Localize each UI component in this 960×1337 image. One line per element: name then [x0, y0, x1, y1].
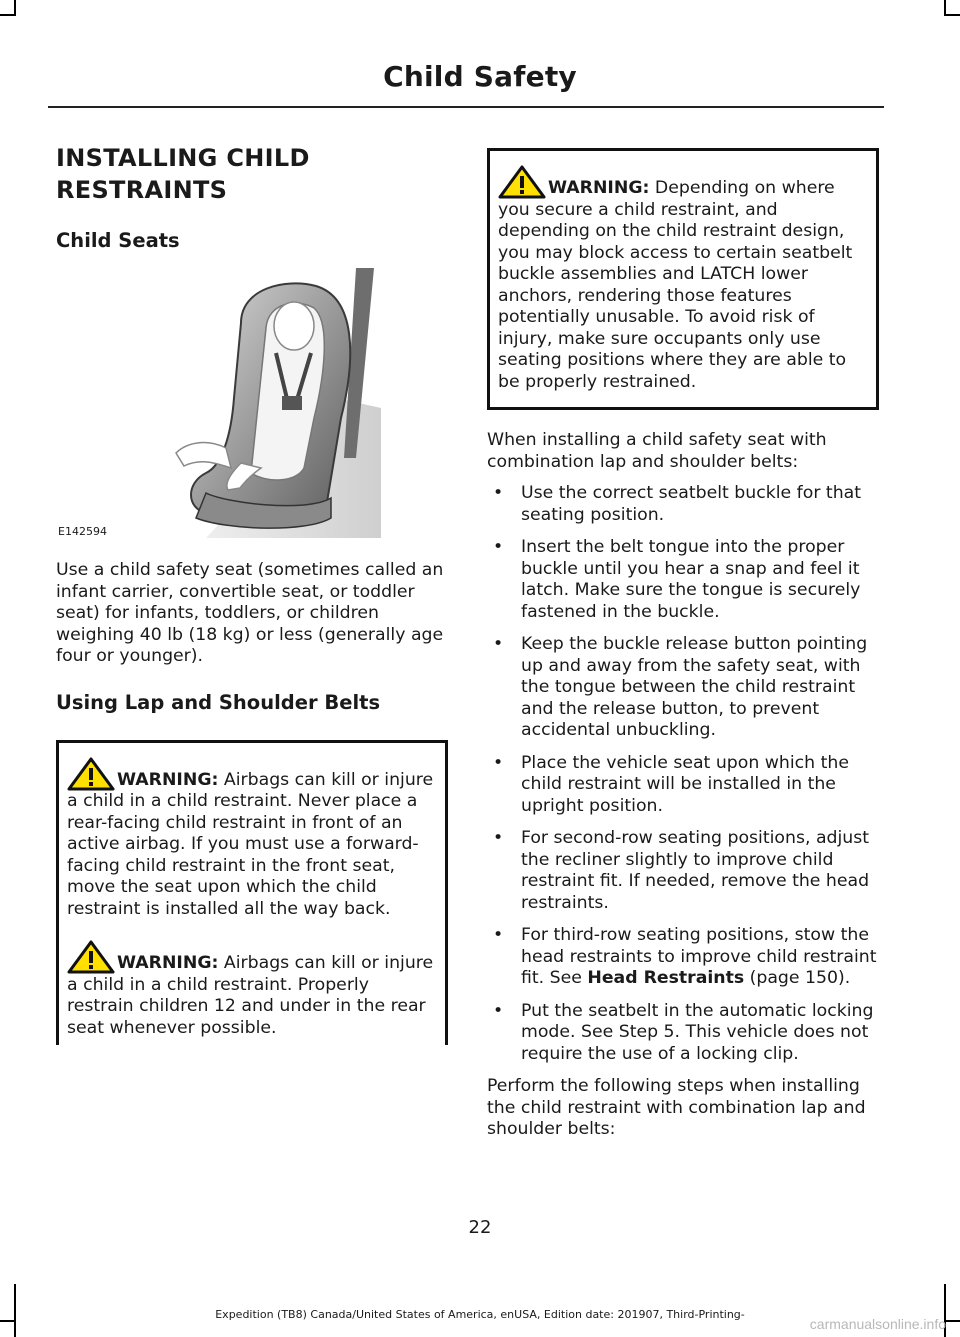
child-seat-figure	[56, 268, 448, 538]
page-number: 22	[468, 1217, 492, 1238]
warning-label: WARNING:	[548, 178, 650, 198]
bullet-marker: •	[493, 925, 504, 945]
list-item-text: Put the seatbelt in the automatic locking mode. See Step 5. This vehicle does not require the use of a locking clip.	[521, 1000, 874, 1064]
subheading-child-seats: Child Seats	[56, 229, 180, 252]
right-column	[487, 148, 879, 1141]
warning-box	[56, 740, 448, 1045]
subheading-lap-shoulder: Using Lap and Shoulder Belts	[56, 690, 381, 714]
head-restraints-link[interactable]: Head Restraints	[587, 968, 745, 988]
list-item-text-after: (page 150).	[744, 968, 851, 988]
child-seat-illustration	[56, 268, 446, 538]
warning-label: WARNING:	[117, 769, 219, 790]
warning-label: WARNING:	[117, 953, 219, 973]
watermark: carmanualsonline.info	[809, 1316, 946, 1332]
list-item	[487, 483, 879, 526]
list-item-text: Place the vehicle seat upon which the child restraint will be installed in the upright position.	[521, 752, 849, 816]
intro-paragraph: Use a child safety seat (sometimes called an infant carrier, convertible seat, or toddler seat) for infants, toddlers, or children weighing 40 lb (18 kg) or less (generally age four or younger).	[56, 560, 444, 666]
list-item	[487, 537, 879, 623]
warning-box	[487, 148, 879, 410]
list-item-text: Keep the buckle release button pointing up and away from the safety seat, with the tongue between the child restraint and the release button, to prevent accidental unbuckling.	[521, 634, 868, 740]
warning-text: Airbags can kill or injure a child in a child restraint. Never place a rear-facing child restraint in front of an active airbag. If you must use a forward-facing child restraint in the front seat, move the seat upon which the child restraint is installed all the way back.	[67, 769, 434, 919]
list-item	[487, 828, 879, 914]
installation-bullet-list	[487, 483, 879, 1065]
list-item-text: For third-row seating positions, stow the head restraints to improve child restraint fit. See	[521, 925, 877, 988]
list-item	[487, 925, 879, 990]
bullet-marker: •	[493, 483, 504, 503]
page-title: Child Safety	[383, 60, 577, 93]
section-heading-line1: INSTALLING CHILD	[56, 144, 310, 172]
warning-text: Depending on where you secure a child restraint, and depending on the child restraint design, you may block access to certain seatbelt buckle assemblies and LATCH lower anchors, rendering those features potentially unusable. To avoid risk of injury, make sure occupants only use seating positions where they are able to be properly restrained.	[498, 178, 853, 392]
bullet-marker: •	[493, 828, 504, 848]
list-item	[487, 753, 879, 818]
section-heading-line2: RESTRAINTS	[56, 176, 228, 204]
list-item-text: Use the correct seatbelt buckle for that seating position.	[521, 483, 862, 525]
warning-triangle-icon	[498, 165, 548, 199]
header-divider	[48, 106, 884, 108]
crop-mark	[944, 14, 960, 16]
list-item	[487, 1001, 879, 1066]
bullet-marker: •	[493, 634, 504, 654]
bullet-marker: •	[493, 752, 504, 773]
warning-triangle-icon	[67, 940, 117, 974]
figure-code: E142594	[58, 525, 107, 538]
bullet-marker: •	[493, 1000, 504, 1021]
installation-intro: When installing a child safety seat with combination lap and shoulder belts:	[487, 430, 827, 472]
warning-triangle-icon	[67, 757, 117, 791]
crop-mark	[0, 14, 16, 16]
list-item-text: For second-row seating positions, adjust the recliner slightly to improve child restraint fit. If needed, remove the head restraints.	[521, 828, 870, 913]
warning-item	[67, 757, 437, 921]
warning-item	[498, 165, 868, 393]
bullet-marker: •	[493, 537, 504, 557]
closing-paragraph: Perform the following steps when installing the child restraint with combination lap and shoulder belts:	[487, 1076, 866, 1139]
list-item-text: Insert the belt tongue into the proper buckle until you hear a snap and feel it latch. Make sure the tongue is securely fastened in the buckle.	[521, 537, 861, 622]
left-column	[56, 142, 448, 1045]
warning-text: Airbags can kill or injure a child in a child restraint. Properly restrain children 12 and under in the rear seat whenever possible.	[67, 953, 434, 1038]
warning-item	[67, 940, 437, 1039]
footer-text: Expedition (TB8) Canada/United States of America, enUSA, Edition date: 201907, Third-Printing-	[215, 1308, 745, 1321]
list-item	[487, 634, 879, 742]
